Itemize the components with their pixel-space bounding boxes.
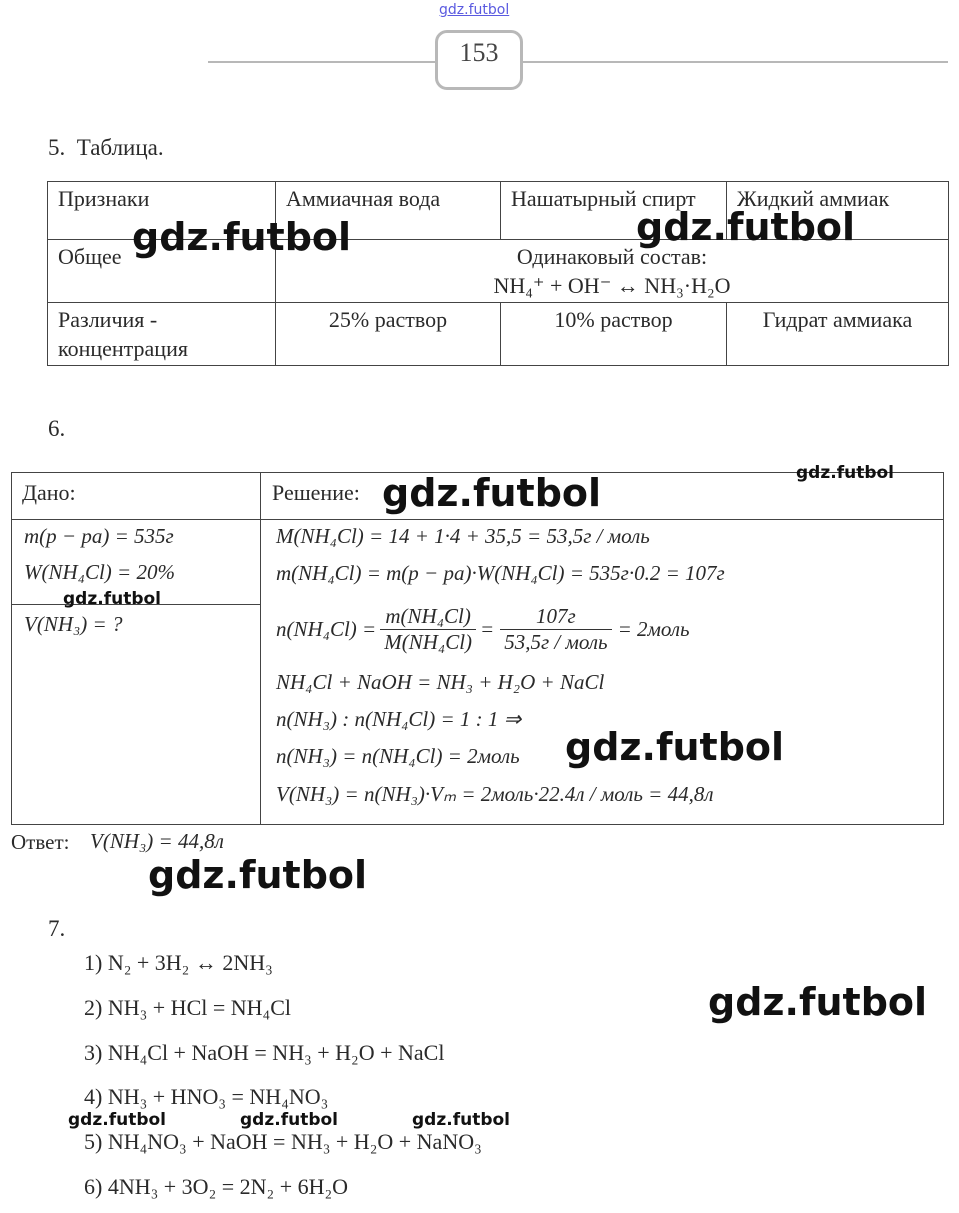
watermark: gdz.futbol <box>708 980 928 1024</box>
solution-header: Решение: <box>272 480 360 505</box>
diff-value-cell: 10% раствор <box>501 303 727 366</box>
fraction-numerator: 107г <box>500 604 611 630</box>
answer-label: Ответ: <box>11 830 70 854</box>
diff-value-cell: Гидрат аммиака <box>727 303 949 366</box>
solution-line: V(NH₃) = n(NH₃)·Vₘ = 2моль·22.4л / моль = 44,8л <box>276 782 714 806</box>
equation-item: 3) NH₄Cl + NaOH = NH₃ + H₂O + NaCl <box>84 1040 445 1065</box>
watermark: gdz.futbol <box>132 215 352 259</box>
watermark: gdz.futbol <box>148 853 368 897</box>
fraction-mass <box>380 604 476 655</box>
equation-item: 2) NH₃ + HCl = NH₄Cl <box>84 995 291 1020</box>
equation-item: 1) N₂ + 3H₂ ↔ 2NH₃ <box>84 950 273 975</box>
common-text: Одинаковый состав: <box>516 244 708 269</box>
watermark: gdz.futbol <box>382 471 602 515</box>
task6-label: 6. <box>48 416 66 441</box>
watermark: gdz.futbol <box>796 463 894 483</box>
table-header-cell: Признаки <box>48 182 276 240</box>
watermark: gdz.futbol <box>636 205 856 249</box>
equation-item: 6) 4NH₃ + 3O₂ = 2N₂ + 6H₂O <box>84 1174 349 1199</box>
table-header-cell: Аммиачная вода <box>276 182 501 240</box>
fraction-result: = 2моль <box>617 616 690 641</box>
table-header-cell: Жидкий аммиак <box>727 182 949 240</box>
equation-item: 5) NH₄NO₃ + NaOH = NH₃ + H₂O + NaNO₃ <box>84 1129 482 1154</box>
fraction-values <box>500 604 611 655</box>
solution-line: n(NH₃) : n(NH₄Cl) = 1 : 1 ⇒ <box>276 707 522 731</box>
fraction-denominator: M(NH₄Cl) <box>384 629 473 654</box>
solution-line: M(NH₄Cl) = 14 + 1·4 + 35,5 = 53,5г / моль <box>276 524 650 548</box>
fraction-prefix: n(NH₄Cl) = <box>276 616 377 641</box>
table-row <box>48 303 949 366</box>
answer-value: V(NH₃) = 44,8л <box>90 829 224 853</box>
task6-divider-header <box>11 519 944 520</box>
watermark: gdz.futbol <box>412 1110 510 1130</box>
fraction-equals: = <box>480 616 495 641</box>
fraction-numerator: m(NH₄Cl) <box>380 604 476 630</box>
given-mass: m(p − pa) = 535г <box>24 524 174 548</box>
given-fraction: W(NH₄Cl) = 20% <box>24 560 175 584</box>
watermark: gdz.futbol <box>68 1110 166 1130</box>
common-label-cell: Общее <box>48 240 276 303</box>
top-watermark: gdz.futbol <box>439 2 510 18</box>
watermark: gdz.futbol <box>565 725 785 769</box>
solution-line: n(NH₃) = n(NH₄Cl) = 2моль <box>276 744 520 768</box>
diff-value-cell: 25% раствор <box>276 303 501 366</box>
task6-divider-vertical <box>260 472 261 825</box>
find-volume: V(NH₃) = ? <box>24 612 123 636</box>
task5-label: 5. Таблица. <box>48 135 164 160</box>
table-header-cell: Нашатырный спирт <box>501 182 727 240</box>
watermark: gdz.futbol <box>63 589 161 609</box>
equation-item: 4) NH₃ + HNO₃ = NH₄NO₃ <box>84 1084 329 1109</box>
fraction-denominator: 53,5г / моль <box>504 629 608 654</box>
page-number: 153 <box>459 38 499 67</box>
watermark: gdz.futbol <box>240 1110 338 1130</box>
given-header: Дано: <box>22 480 76 505</box>
diff-label-cell: Различия - концентрация <box>48 303 276 366</box>
solution-line: m(NH₄Cl) = m(p − pa)·W(NH₄Cl) = 535г·0.2 = 107г <box>276 561 725 585</box>
header-rule-right <box>522 61 948 63</box>
common-formula: NH₄⁺ + OH⁻ ↔ NH₃·H₂O <box>493 273 731 298</box>
task7-label: 7. <box>48 916 66 941</box>
solution-fraction-line <box>276 598 690 660</box>
header-rule-left <box>208 61 436 63</box>
solution-line: NH₄Cl + NaOH = NH₃ + H₂O + NaCl <box>276 670 605 694</box>
